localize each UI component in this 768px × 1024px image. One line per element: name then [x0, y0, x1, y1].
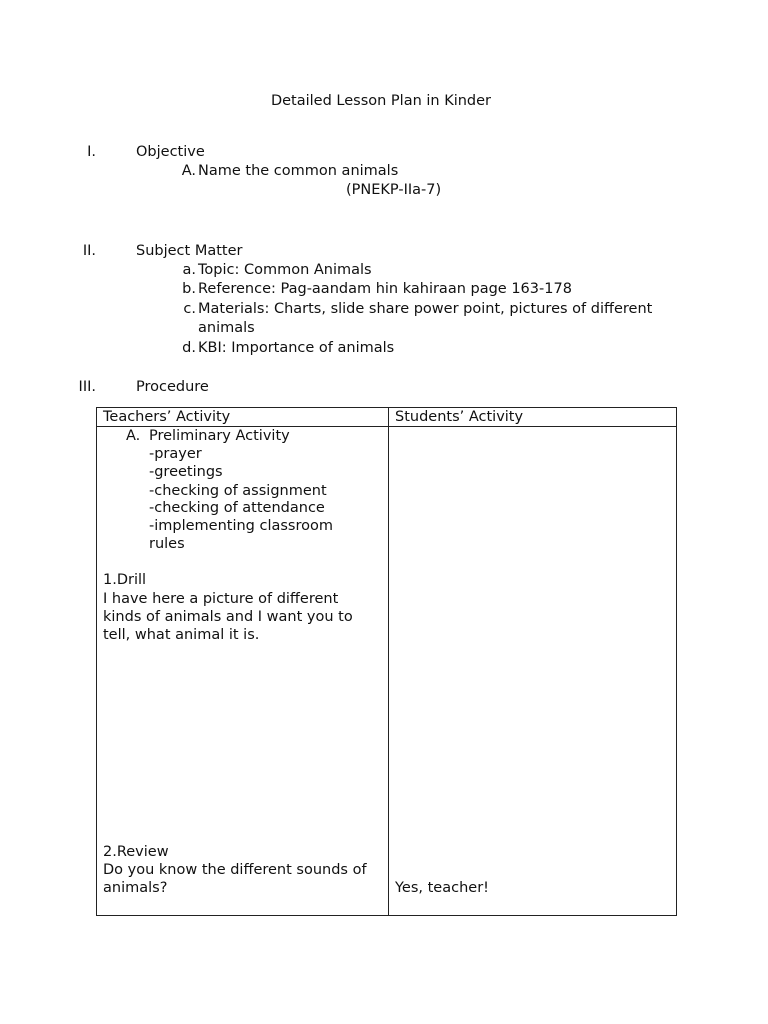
preliminary-heading: Preliminary Activity	[149, 428, 290, 444]
preliminary-line: -greetings	[149, 464, 223, 480]
item-letter: b.	[182, 281, 196, 297]
column-divider	[388, 408, 389, 915]
section-numeral: III.	[78, 379, 96, 395]
procedure-table	[96, 407, 677, 916]
subject-item-kbi: KBI: Importance of animals	[198, 340, 395, 356]
objective-item: Name the common animals	[198, 163, 399, 179]
preliminary-line: -implementing classroom	[149, 518, 333, 534]
section-numeral: II.	[82, 243, 96, 259]
drill-line: kinds of animals and I want you to	[103, 609, 353, 625]
page-title: Detailed Lesson Plan in Kinder	[270, 93, 492, 109]
section-heading: Procedure	[136, 379, 209, 395]
subject-item-materials-cont: animals	[198, 320, 255, 336]
item-letter: A.	[181, 163, 196, 179]
drill-line: I have here a picture of different	[103, 591, 339, 607]
review-line: animals?	[103, 880, 168, 896]
preliminary-line: -prayer	[149, 446, 202, 462]
drill-line: tell, what animal it is.	[103, 627, 260, 643]
drill-heading: 1.Drill	[103, 572, 147, 588]
item-letter: d.	[182, 340, 196, 356]
subject-item-materials: Materials: Charts, slide share power point, pictures of different	[198, 301, 653, 317]
header-teachers-activity: Teachers’ Activity	[103, 409, 231, 425]
item-letter: c.	[183, 301, 196, 317]
subject-item-reference: Reference: Pag-aandam hin kahiraan page 163-178	[198, 281, 572, 297]
competency-code: (PNEKP-IIa-7)	[346, 182, 442, 198]
review-heading: 2.Review	[103, 844, 169, 860]
section-numeral: I.	[87, 144, 96, 160]
subject-item-topic: Topic: Common Animals	[198, 262, 372, 278]
review-line: Do you know the different sounds of	[103, 862, 367, 878]
student-response: Yes, teacher!	[395, 880, 489, 896]
header-students-activity: Students’ Activity	[395, 409, 524, 425]
section-heading: Subject Matter	[136, 243, 243, 259]
section-heading: Objective	[136, 144, 205, 160]
preliminary-line: -checking of assignment	[149, 483, 327, 499]
preliminary-line: rules	[149, 536, 185, 552]
item-letter: a.	[182, 262, 196, 278]
preliminary-letter: A.	[126, 428, 141, 444]
preliminary-line: -checking of attendance	[149, 500, 325, 516]
